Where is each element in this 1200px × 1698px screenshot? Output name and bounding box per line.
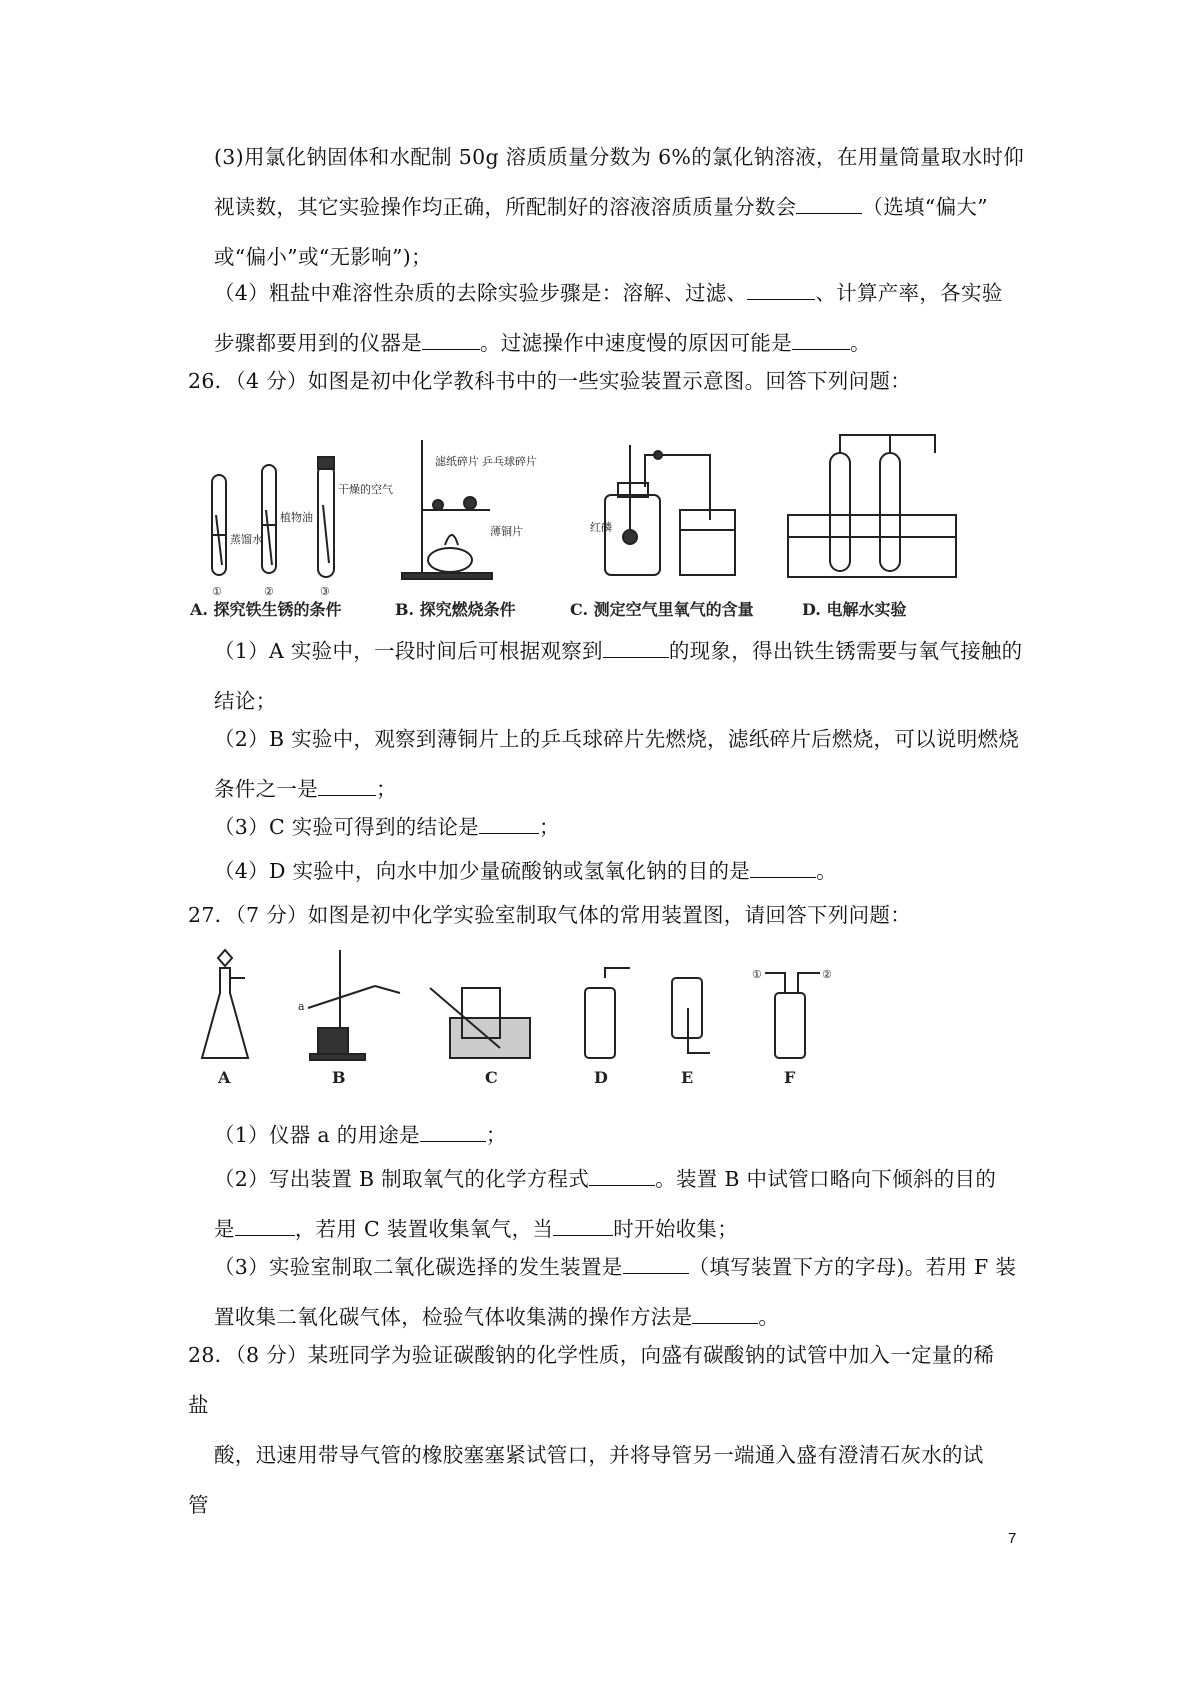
q25-part3	[214, 132, 1026, 282]
answer-blank[interactable]	[623, 1251, 689, 1274]
test-tube-2-icon	[262, 465, 276, 573]
text: （选填“偏大”	[862, 195, 988, 219]
text: （4）D 实验中，向水中加少量硫酸钠或氢氧化钠的目的是	[214, 859, 751, 883]
text: ；	[485, 1123, 507, 1147]
answer-blank[interactable]	[235, 1213, 295, 1236]
caption-d: D. 电解水实验	[802, 600, 907, 619]
answer-blank[interactable]	[792, 327, 850, 350]
text: 时开始收集；	[613, 1217, 739, 1241]
text: ；	[376, 777, 397, 801]
label-dry-air: 干燥的空气	[338, 483, 393, 496]
answer-blank[interactable]	[318, 773, 376, 796]
text: （2）写出装置 B 制取氧气的化学方程式	[214, 1167, 590, 1191]
answer-blank[interactable]	[422, 327, 480, 350]
answer-blank[interactable]	[589, 1163, 655, 1186]
text: ，若用 C 装置收集氧气，当	[294, 1217, 554, 1241]
text: (3)用氯化钠固体和水配制 50g 溶质质量分数为 6%的氯化钠溶液，在用量筒量取水时仰	[214, 145, 1025, 169]
q28-text	[188, 1330, 1000, 1530]
answer-blank[interactable]	[796, 191, 862, 214]
text: 条件之一是	[214, 777, 318, 801]
letter-a: A	[218, 1068, 231, 1087]
text: 。	[816, 859, 837, 883]
answer-blank[interactable]	[479, 811, 539, 834]
label-f2: ②	[822, 968, 832, 981]
test-tube-3-icon	[318, 465, 334, 577]
text: （4）粗盐中难溶性杂质的去除实验步骤是：溶解、过滤、	[214, 281, 748, 305]
answer-blank[interactable]	[692, 1301, 758, 1324]
text: 酸，迅速用带导气管的橡胶塞塞紧试管口，并将导管另一端通入盛有澄清石灰水的试管	[188, 1443, 984, 1517]
text: （填写装置下方的字母)。若用 F 装	[688, 1255, 1017, 1279]
text: 是	[214, 1217, 235, 1241]
q27-part3	[214, 1242, 1026, 1342]
text: 置收集二氧化碳气体，检验气体收集满的操作方法是	[214, 1305, 693, 1329]
q27-title: 27．（7 分）如图是初中化学实验室制取气体的常用装置图，请回答下列问题：	[188, 903, 911, 927]
answer-blank[interactable]	[747, 277, 815, 300]
text: 视读数，其它实验操作均正确，所配制好的溶液溶质质量分数会	[214, 195, 797, 219]
caption-c: C. 测定空气里氧气的含量	[570, 600, 754, 619]
text: 步骤都要用到的仪器是	[214, 331, 422, 355]
text: 的现象，得出铁生锈需要与氧气接触的	[668, 639, 1023, 663]
answer-blank[interactable]	[750, 855, 816, 878]
caption-a: A. 探究铁生锈的条件	[190, 600, 342, 619]
label-water: 蒸馏水	[230, 533, 263, 546]
q26-part4	[214, 846, 1026, 896]
text: （2）B 实验中，观察到薄铜片上的乒乓球碎片先燃烧，滤纸碎片后燃烧，可以说明燃烧	[214, 727, 1020, 751]
q27-part2	[214, 1154, 1026, 1254]
text: （3）实验室制取二氧化碳选择的发生装置是	[214, 1255, 623, 1279]
q26-figure	[190, 425, 990, 625]
label-n2: ②	[264, 585, 274, 598]
label-phosphorus: 红磷	[590, 521, 612, 534]
answer-blank[interactable]	[603, 635, 669, 658]
q26-part3	[214, 802, 1026, 852]
label-pingpong: 乒乓球碎片	[482, 455, 537, 468]
letter-c: C	[485, 1068, 498, 1087]
text: 。装置 B 中试管口略向下倾斜的目的	[655, 1167, 997, 1191]
text: 、计算产率，各实验	[815, 281, 1003, 305]
text: （1）A 实验中，一段时间后可根据观察到	[214, 639, 603, 663]
answer-blank[interactable]	[420, 1119, 486, 1142]
flask-icon	[202, 968, 248, 1058]
label-f1: ①	[752, 968, 762, 981]
q27-figure	[200, 948, 840, 1088]
label-n3: ③	[320, 585, 330, 598]
text: 。	[850, 331, 871, 355]
page-number: 7	[1008, 1530, 1017, 1547]
label-filter-paper: 滤纸碎片	[435, 455, 479, 468]
text: 结论；	[214, 689, 277, 713]
text: 。	[758, 1305, 780, 1329]
caption-b: B. 探究燃烧条件	[395, 600, 516, 619]
label-n1: ①	[212, 585, 222, 598]
test-tube-1-icon	[212, 475, 226, 575]
label-a: a	[298, 1000, 305, 1013]
answer-blank[interactable]	[553, 1213, 613, 1236]
label-oil: 植物油	[280, 511, 313, 524]
q26-title: 26．（4 分）如图是初中化学教科书中的一些实验装置示意图。回答下列问题：	[188, 369, 911, 393]
letter-f: F	[784, 1068, 796, 1087]
label-copper: 薄铜片	[490, 525, 523, 538]
text: 或“偏小”或“无影响”)；	[214, 245, 432, 269]
stopper-icon	[318, 457, 334, 469]
text: （1）仪器 a 的用途是	[214, 1123, 420, 1147]
q27-part1	[214, 1110, 1026, 1160]
text: 。过滤操作中速度慢的原因可能是	[480, 331, 792, 355]
letter-d: D	[594, 1068, 608, 1087]
text: （3）C 实验可得到的结论是	[214, 815, 479, 839]
text: ；	[538, 815, 560, 839]
q25-part4	[214, 268, 1026, 368]
q26-part2	[214, 714, 1026, 814]
letter-e: E	[681, 1068, 694, 1087]
letter-b: B	[332, 1068, 346, 1087]
q26-part1	[214, 626, 1026, 726]
text: 28．（8 分）某班同学为验证碳酸钠的化学性质，向盛有碳酸钠的试管中加入一定量的稀盐	[188, 1343, 995, 1417]
